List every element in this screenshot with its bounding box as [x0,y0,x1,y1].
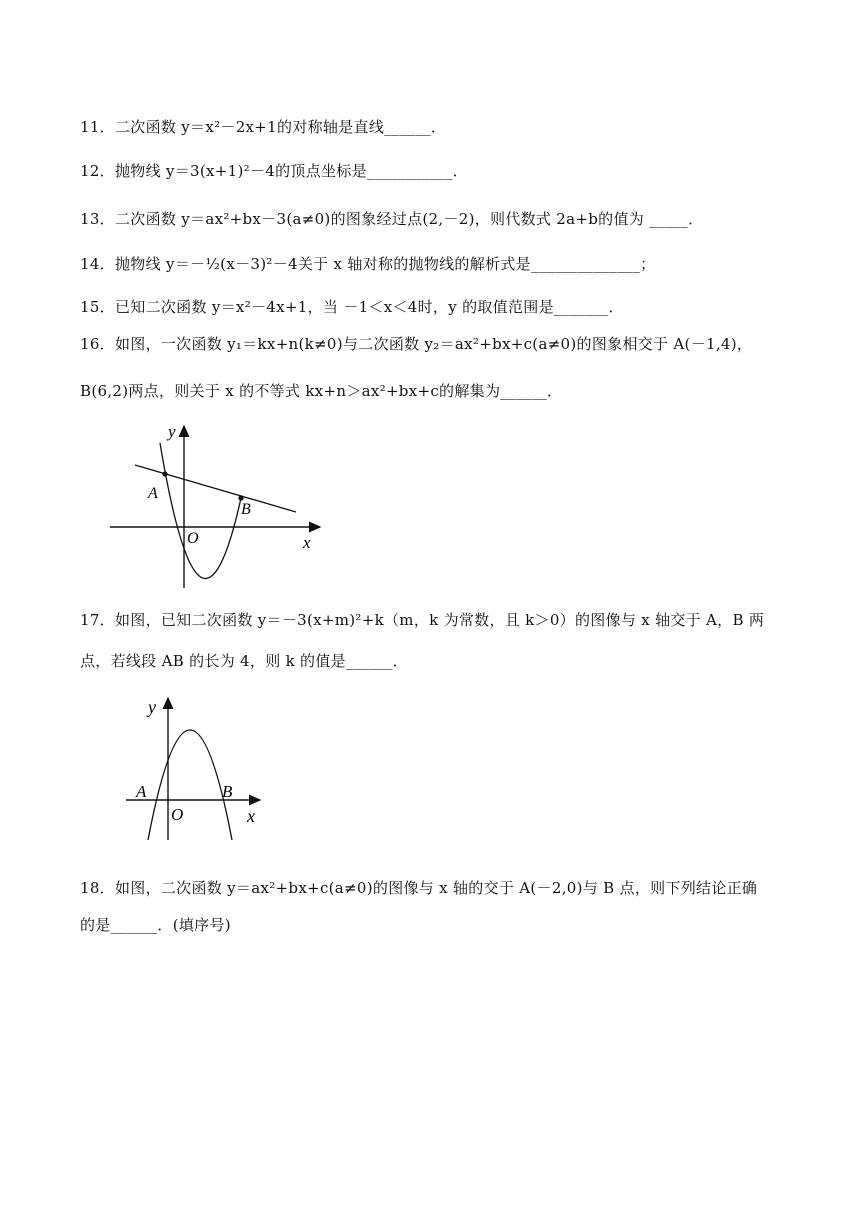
y-axis-label: y [168,422,176,441]
question-16-line-1: 16．如图，一次函数 y₁＝kx+n(k≠0)与二次函数 y₂＝ax²+bx+c(a≠0)的图象相交于 A(－1,4)， [80,335,753,353]
line-y1 [135,465,296,512]
point-b-label: B [241,501,251,518]
x-axis-label: x [303,533,311,552]
origin-label: O [187,530,199,547]
question-14: 14．抛物线 y＝－½(x－3)²－4关于 x 轴对称的抛物线的解析式是______________； [80,255,656,273]
parabola [148,730,232,840]
point-b-marker [238,495,243,500]
point-a-label: A [148,485,158,502]
question-15: 15．已知二次函数 y＝x²－4x+1，当 －1＜x＜4时，y 的取值范围是_______． [80,298,624,316]
x-axis-label: x [247,806,255,826]
parabola-y2 [160,443,241,579]
question-17-line-2: 点，若线段 AB 的长为 4，则 k 的值是______． [80,652,409,670]
question-12: 12．抛物线 y＝3(x+1)²－4的顶点坐标是___________． [80,162,469,180]
point-a-marker [162,471,167,476]
question-18-line-1: 18．如图，二次函数 y＝ax²+bx+c(a≠0)的图像与 x 轴的交于 A(－2,0)与 B 点，则下列结论正确 [80,879,758,897]
question-16-line-2: B(6,2)两点，则关于 x 的不等式 kx+n＞ax²+bx+c的解集为______． [80,382,563,400]
question-18-line-2: 的是______．(填序号) [80,916,231,934]
question-11: 11．二次函数 y＝x²－2x+1的对称轴是直线______． [80,118,447,136]
point-a-label: A [136,782,147,801]
question-17-line-1: 17．如图，已知二次函数 y＝－3(x+m)²+k（m，k 为常数，且 k＞0）的图像与 x 轴交于 A，B 两 [80,611,765,629]
origin-label: O [171,805,184,824]
figure-q16 [100,418,330,593]
y-axis-label: y [148,697,156,717]
figure-q17 [118,692,268,847]
question-13: 13．二次函数 y＝ax²+bx－3(a≠0)的图象经过点(2,－2)，则代数式 2a+b的值为 _____． [80,210,704,228]
point-b-label: B [222,782,233,801]
